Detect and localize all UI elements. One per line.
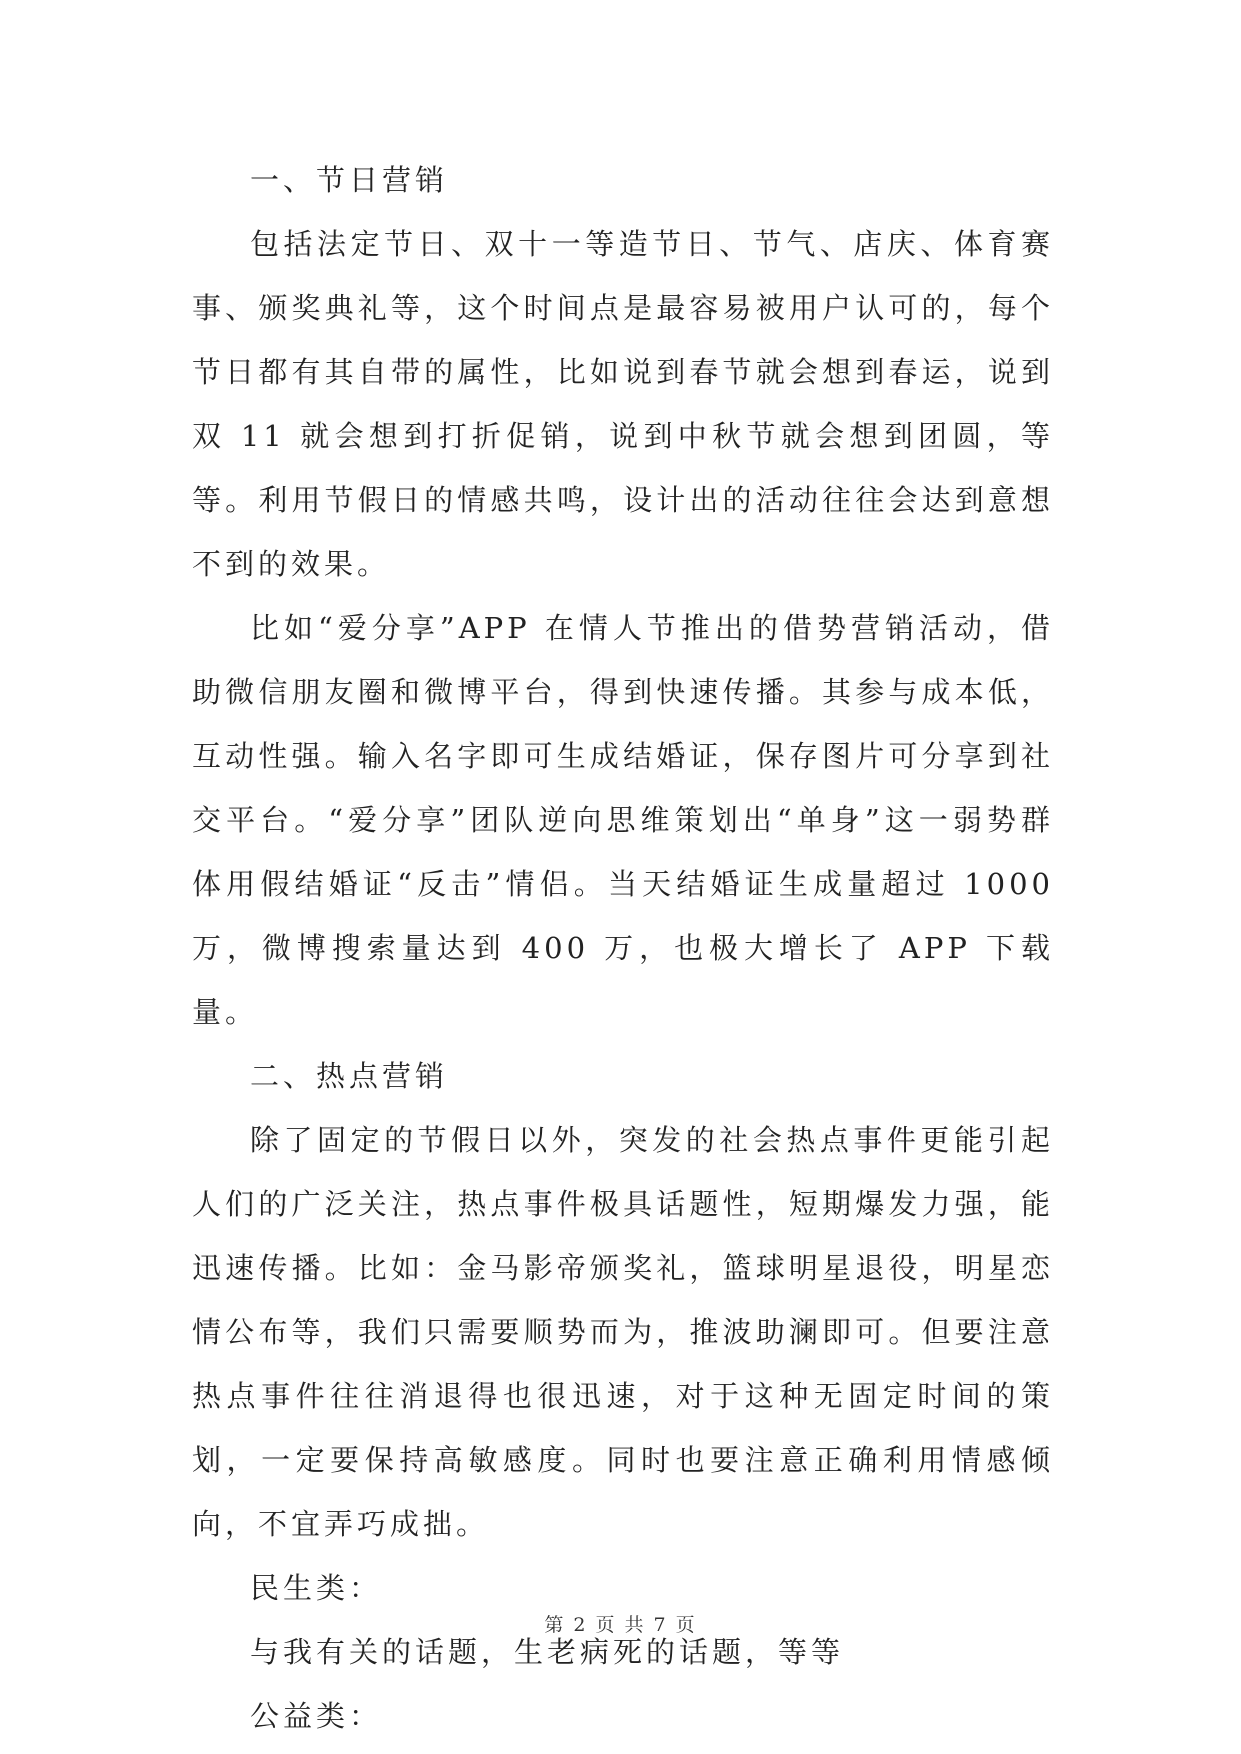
section-heading-holiday-marketing: 一、节日营销: [250, 163, 449, 197]
paragraph-holiday-types: 包括法定节日、双十一等造节日、节气、店庆、体育赛事、颁奖典礼等，这个时间点是最容易被用户认可的，每个节日都有其自带的属性，比如说到春节就会想到春运，说到双 11 就会想到打折促销，说到中秋节就会想到团圆，等等。利用节假日的情感共鸣，设计出的活动往往会达到意想不到的效果。: [192, 227, 1054, 581]
category-livelihood-desc: 与我有关的话题，生老病死的话题，等等: [250, 1635, 845, 1669]
category-public-welfare-label: 公益类：: [250, 1699, 383, 1733]
section-heading-hotspot-marketing: 二、热点营销: [250, 1059, 449, 1093]
paragraph-hotspot-events: 除了固定的节假日以外，突发的社会热点事件更能引起人们的广泛关注，热点事件极具话题性，短期爆发力强，能迅速传播。比如：金马影帝颁奖礼，篮球明星退役，明星恋情公布等，我们只需要顺势而为，推波助澜即可。但要注意热点事件往往消退得也很迅速，对于这种无固定时间的策划，一定要保持高敏感度。同时也要注意正确利用情感倾向，不宜弄巧成拙。: [192, 1123, 1054, 1541]
category-livelihood-label: 民生类：: [250, 1571, 383, 1605]
document-body: [192, 148, 1054, 1748]
paragraph-app-example: 比如“爱分享”APP 在情人节推出的借势营销活动，借助微信朋友圈和微博平台，得到快速传播。其参与成本低，互动性强。输入名字即可生成结婚证，保存图片可分享到社交平台。“爱分享”团队逆向思维策划出“单身”这一弱势群体用假结婚证“反击”情侣。当天结婚证生成量超过 1000 万，微博搜索量达到 400 万，也极大增长了 APP 下载量。: [192, 611, 1054, 1029]
page-footer-number: 第 2 页 共 7 页: [544, 1614, 697, 1636]
